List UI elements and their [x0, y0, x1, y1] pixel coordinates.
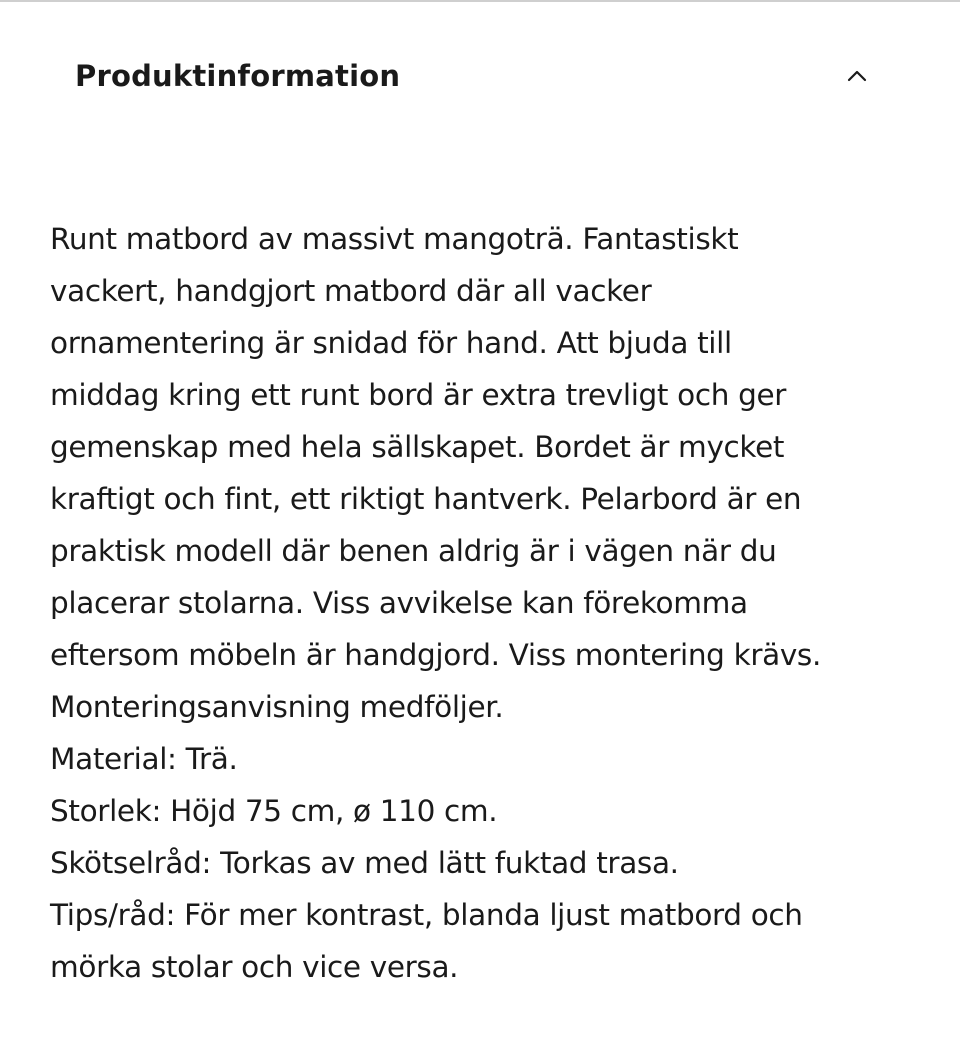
tips-spec: Tips/råd: För mer kontrast, blanda ljust matbord och: [50, 898, 803, 932]
description-line: praktisk modell där benen aldrig är i vägen när du: [50, 534, 777, 568]
description-line: ornamentering är snidad för hand. Att bjuda till: [50, 326, 732, 360]
description-line: vackert, handgjort matbord där all vacker: [50, 274, 652, 308]
material-spec: Material: Trä.: [50, 742, 238, 776]
tips-spec-continued: mörka stolar och vice versa.: [50, 950, 459, 984]
description-line: gemenskap med hela sällskapet. Bordet är mycket: [50, 430, 785, 464]
section-title: Produktinformation: [75, 59, 401, 93]
product-description: [50, 213, 930, 993]
size-spec: Storlek: Höjd 75 cm, ø 110 cm.: [50, 794, 498, 828]
description-line: middag kring ett runt bord är extra trevligt och ger: [50, 378, 787, 412]
care-spec: Skötselråd: Torkas av med lätt fuktad trasa.: [50, 846, 679, 880]
description-line: Runt matbord av massivt mangoträ. Fantastiskt: [50, 222, 739, 256]
description-line: kraftigt och fint, ett riktigt hantverk. Pelarbord är en: [50, 482, 802, 516]
produktinformation-accordion-header[interactable]: [0, 2, 960, 152]
chevron-up-icon[interactable]: [843, 64, 871, 88]
description-line: placerar stolarna. Viss avvikelse kan förekomma: [50, 586, 748, 620]
description-line: eftersom möbeln är handgjord. Viss montering krävs.: [50, 638, 821, 672]
description-line: Monteringsanvisning medföljer.: [50, 690, 504, 724]
